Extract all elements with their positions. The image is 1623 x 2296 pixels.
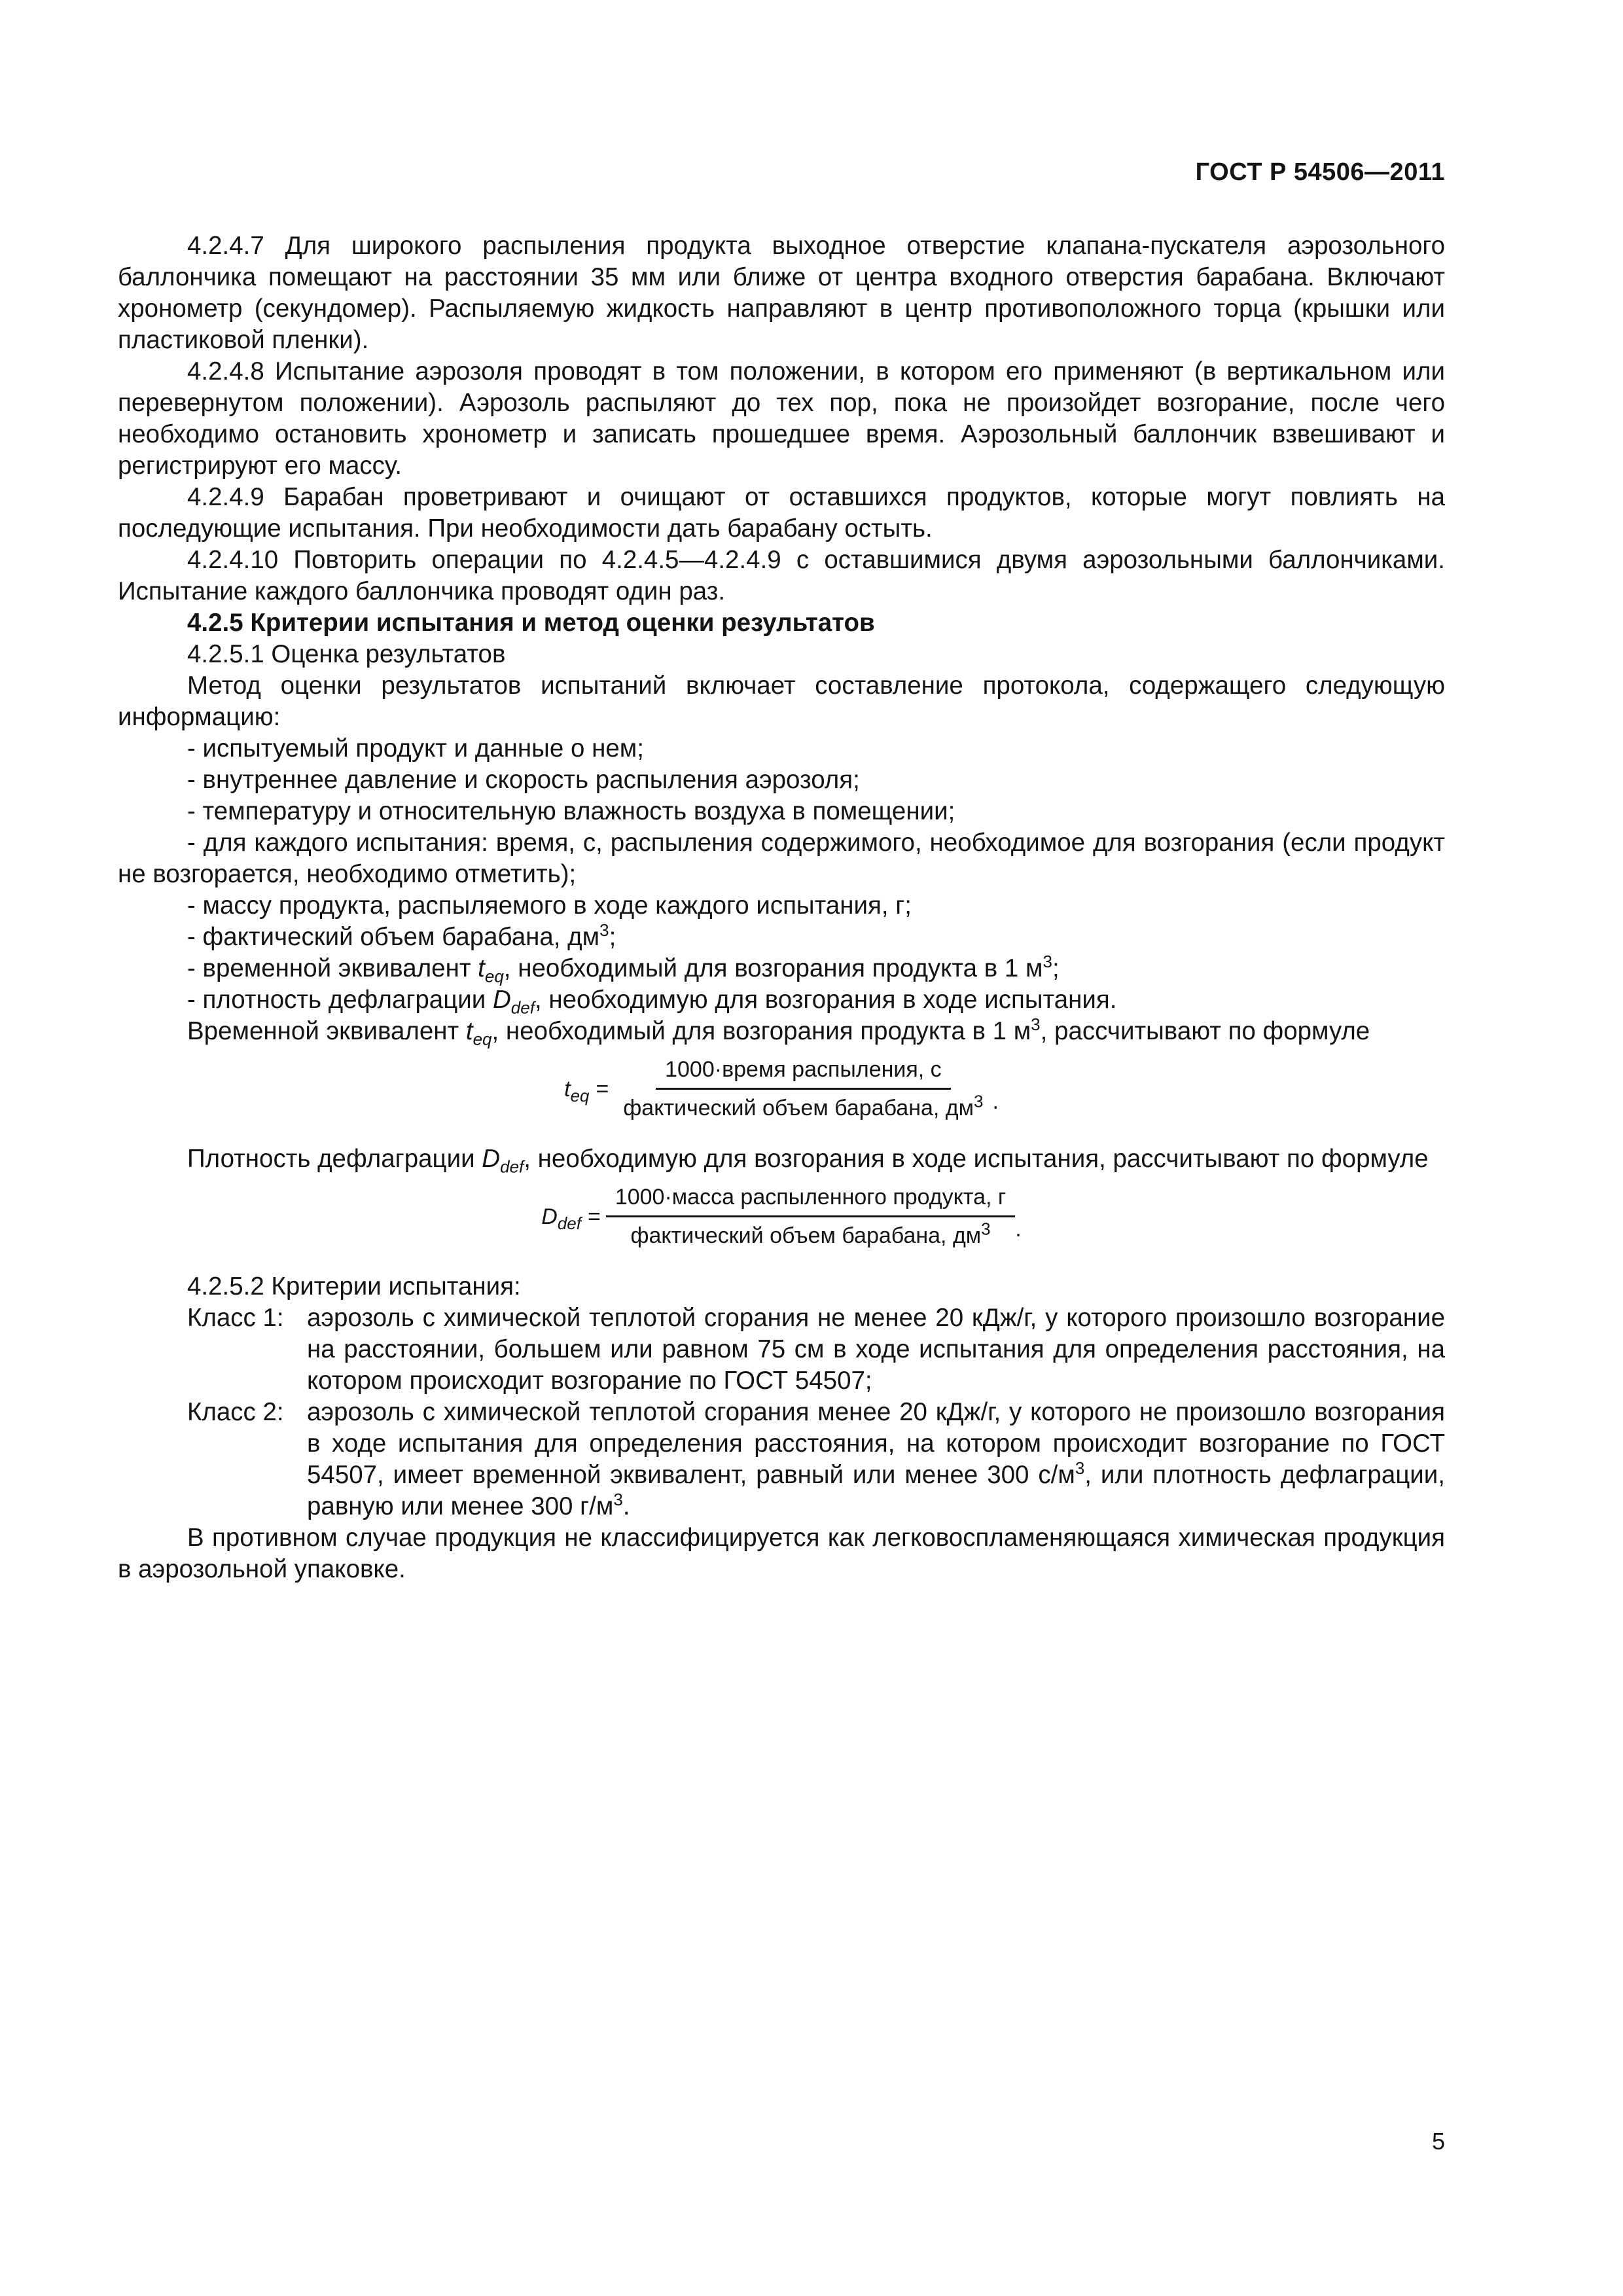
- page-number: 5: [1431, 2128, 1445, 2155]
- list-item: - массу продукта, распыляемого в ходе каждого испытания, г;: [187, 891, 912, 920]
- paragraph-4-2-4-7: 4.2.4.7 Для широкого распыления продукта выходное отверстие клапана-пускателя аэрозольного баллончика помещают на расстоянии 35 мм или ближе от центра входного отверстия барабана. Включают хронометр (секундомер). Распыляемую жидкость направляют в центр противоположного торца (крышки или пластиковой пленки).: [118, 232, 1445, 354]
- denominator: фактический объем барабана, $дм^3$: [630, 1219, 991, 1248]
- equals-sign: =: [596, 1076, 609, 1102]
- paragraph-4-2-4-9: 4.2.4.9 Барабан проветривают и очищают от оставшихся продуктов, которые могут повлиять на последующие испытания. При необходимости дать барабану остыть.: [118, 483, 1445, 543]
- fraction: [614, 1054, 992, 1124]
- document-header: ГОСТ Р 54506—2011: [1195, 158, 1445, 186]
- paragraph-4-2-4-8: 4.2.4.8 Испытание аэрозоля проводят в том положении, в котором его применяют (в вертикальном или перевернутом положении). Аэрозоль распыляют до тех пор, пока не произойдет возгорание, после чего необходимо остановить хронометр и записать прошедшее время. Аэрозольный баллончик взвешивают и регистрируют его массу.: [118, 357, 1445, 480]
- paragraph-4-2-5-1: 4.2.5.1 Оценка результатов: [187, 640, 506, 668]
- paragraph-teq: Временной эквивалент $t_{eq}$, необходимый для возгорания продукта в 1 $м^3$, рассчитывают по формуле: [187, 1014, 1370, 1049]
- list-item: - временной эквивалент $t_{eq}$, необходимый для возгорания продукта в 1 $м^3$;: [187, 952, 1060, 986]
- class-label: Класс 2:: [187, 1398, 284, 1426]
- numerator: 1000·время распыления, с: [656, 1054, 951, 1090]
- class-description: аэрозоль с химической теплотой сгорания менее 20 кДж/г, у которого не произошло возгорания в ходе испытания для определения расстояния, на котором происходит возгорание по ГОСТ 54507, имеет временной эквивалент, равный или менее 300 $с/м^3$, или плотность дефлаграции, равную или менее 300 $г/м^3$.: [307, 1398, 1445, 1520]
- paragraph-method: Метод оценки результатов испытаний включает составление протокола, содержащего следующую информацию:: [118, 672, 1445, 731]
- period: .: [1015, 1217, 1022, 1242]
- list-item: - испытуемый продукт и данные о нем;: [187, 734, 644, 762]
- class-description: аэрозоль с химической теплотой сгорания не менее 20 кДж/г, у которого произошло возгорание на расстоянии, большем или равном 75 см в ходе испытания для определения расстояния, на котором происходит возгорание по ГОСТ 54507;: [307, 1304, 1445, 1395]
- period: .: [992, 1089, 999, 1114]
- section-heading-4-2-5: 4.2.5 Критерии испытания и метод оценки результатов: [187, 609, 875, 637]
- list-item: - внутреннее давление и скорость распыления аэрозоля;: [187, 766, 860, 794]
- equals-sign: =: [587, 1204, 601, 1229]
- list-item: - плотность дефлаграции $D_{def}$, необходимую для возгорания в ходе испытания.: [187, 986, 1117, 1018]
- formula-teq: [118, 1054, 1445, 1124]
- paragraph-otherwise: В противном случае продукция не классифицируется как легковоспламеняющаяся химическая продукция в аэрозольной упаковке.: [118, 1524, 1445, 1583]
- paragraph-4-2-5-2: 4.2.5.2 Критерии испытания:: [187, 1272, 521, 1300]
- numerator: 1000·масса распыленного продукта, г: [606, 1181, 1015, 1217]
- paragraph-ddef: Плотность дефлаграции $D_{def}$, необходимую для возгорания в ходе испытания, рассчитывают по формуле: [187, 1145, 1429, 1177]
- paragraph-4-2-4-10: 4.2.4.10 Повторить операции по 4.2.4.5—4.2.4.9 с оставшимися двумя аэрозольными баллончиками. Испытание каждого баллончика проводят один раз.: [118, 546, 1445, 605]
- fraction: [606, 1181, 1015, 1251]
- list-item: - температуру и относительную влажность воздуха в помещении;: [187, 797, 955, 825]
- class-label: Класс 1:: [187, 1304, 284, 1332]
- list-item: - для каждого испытания: время, с, распыления содержимого, необходимое для возгорания (если продукт не возгорается, необходимо отметить);: [118, 829, 1445, 888]
- formula-lhs: $D_{def}$: [541, 1204, 581, 1233]
- criteria-class-1: [118, 1302, 1445, 1397]
- formula-ddef: [118, 1181, 1445, 1251]
- list-item: - фактический объем барабана, $дм^3$;: [187, 920, 616, 951]
- denominator: фактический объем барабана, $дм^3$: [623, 1091, 984, 1121]
- criteria-class-2: [118, 1397, 1445, 1522]
- document-body: [118, 230, 1445, 1585]
- formula-lhs: $t_{eq}$: [564, 1076, 590, 1105]
